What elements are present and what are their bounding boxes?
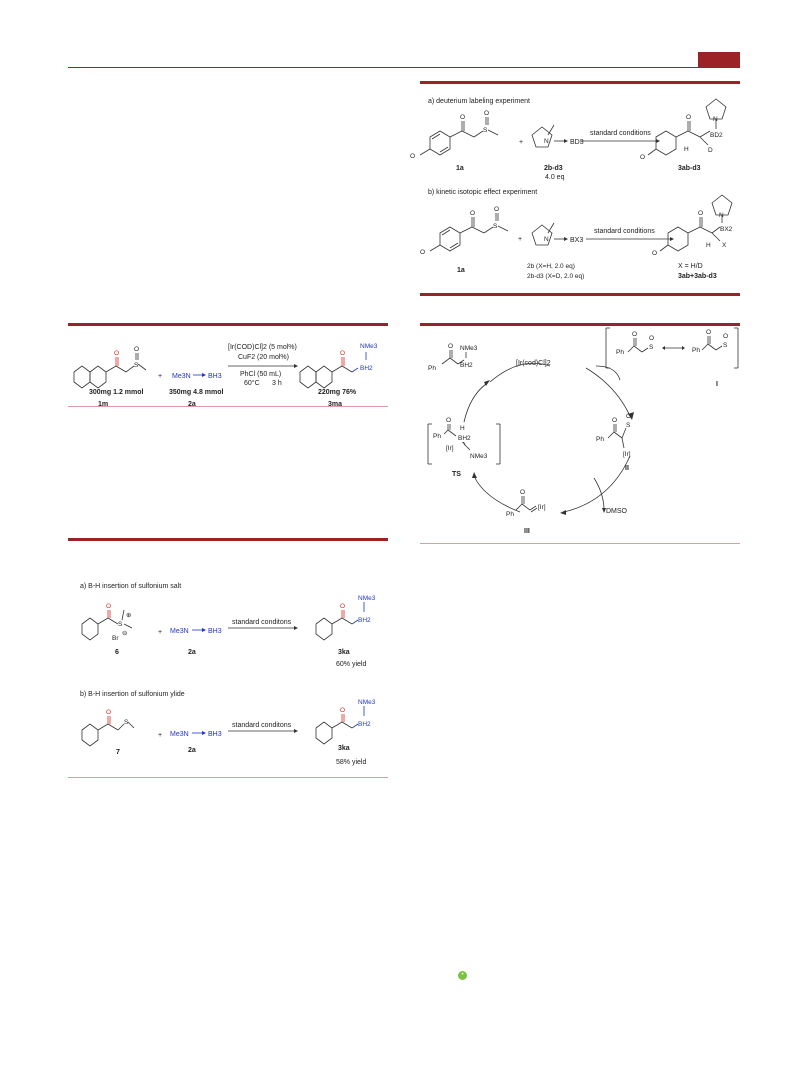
- deuterium-sub2-label: 2b-d3: [544, 165, 563, 172]
- kie-cond-label: standard conditions: [594, 228, 655, 235]
- svg-text:O: O: [698, 210, 704, 217]
- product-d-label: D: [708, 147, 713, 154]
- product-b-label: 3ka: [338, 745, 350, 752]
- svg-text:S: S: [493, 223, 498, 230]
- kie-reagent-structure: [532, 223, 568, 245]
- substrate-1m-structure: [74, 353, 146, 388]
- svg-text:O: O: [652, 250, 658, 257]
- svg-text:O: O: [446, 417, 452, 424]
- gram-amount-3: 220mg 76%: [318, 389, 357, 396]
- svg-text:O: O: [706, 329, 712, 336]
- gram-bh3-label: BH3: [208, 373, 222, 380]
- svg-text:S: S: [118, 621, 123, 628]
- compound-6-br: Br: [112, 635, 119, 642]
- cycle-label-II: II: [625, 465, 629, 472]
- svg-text:O: O: [134, 346, 140, 353]
- gram-sub1-label: 1m: [98, 401, 109, 408]
- gram-prod-bh2-label: BH2: [360, 365, 373, 372]
- gram-prod-label: 3ma: [328, 401, 343, 408]
- intermediate-II-structure: [608, 424, 626, 448]
- page-marker: •: [461, 972, 464, 978]
- cycle-catalyst-label: [Ir(cod)Cl]2: [516, 360, 551, 367]
- header-tab: [698, 52, 740, 67]
- kie-x-legend: X = H/D: [678, 263, 703, 270]
- scheme-deuterium-top-rule: [420, 81, 740, 84]
- ylide-amine-label: Me3N: [170, 731, 189, 738]
- gram-time-label: 3 h: [272, 380, 282, 387]
- gram-amount-1: 300mg 1.2 mmol: [89, 389, 144, 396]
- intermediate-II-ph: Ph: [596, 436, 604, 443]
- gram-cat-label: [Ir(COD)Cl]2 (5 mol%): [228, 344, 297, 351]
- cycle-label-TS: TS: [452, 471, 461, 478]
- svg-text:O: O: [494, 206, 500, 213]
- gram-sub2-label: 2a: [188, 401, 196, 408]
- product-3ma-structure: [300, 352, 366, 388]
- svg-text:O: O: [106, 709, 112, 716]
- gram-additive-label: CuF2 (20 mol%): [238, 354, 289, 361]
- kie-scheme: [420, 195, 750, 295]
- kie-bx2-label: BX2: [720, 226, 733, 233]
- svg-text:O: O: [612, 417, 618, 424]
- compound-7-label: 7: [116, 749, 120, 756]
- gram-amine-label: Me3N: [172, 373, 191, 380]
- intermediate-III-ir: [Ir]: [538, 504, 546, 511]
- reagent-2b-d3-structure: [532, 125, 568, 147]
- svg-text:O: O: [114, 350, 120, 357]
- intermediate-III-ph: Ph: [506, 511, 514, 518]
- salt-cond-label: standard conditons: [232, 619, 292, 626]
- scheme-sulfonium-top-rule: [68, 538, 388, 541]
- gram-amount-2: 350mg 4.8 mmol: [169, 389, 224, 396]
- compound-6-label: 6: [115, 649, 119, 656]
- cycle-product-nme3: NMe3: [460, 345, 478, 352]
- salt-amine-label: Me3N: [170, 628, 189, 635]
- svg-text:O: O: [340, 707, 346, 714]
- cycle-product-ph: Ph: [428, 365, 436, 372]
- svg-text:S: S: [649, 344, 654, 351]
- deuterium-product-label: 3ab-d3: [678, 165, 701, 172]
- svg-text:O: O: [460, 114, 466, 121]
- svg-text:⊕: ⊕: [126, 612, 132, 619]
- deuterium-heading: a) deuterium labeling experiment: [428, 98, 530, 105]
- deuterium-cond-label: standard conditions: [590, 130, 651, 137]
- ts-ph: Ph: [433, 433, 441, 440]
- header-rule: [68, 67, 740, 68]
- intermediate-I-ph-left: Ph: [616, 349, 624, 356]
- svg-text:O: O: [484, 110, 490, 117]
- cycle-dmso-label: DMSO: [606, 508, 627, 515]
- svg-text:S: S: [483, 127, 488, 134]
- cycle-label-III: III: [524, 528, 530, 535]
- intermediate-I-ph-right: Ph: [692, 347, 700, 354]
- salt-2a-label: 2a: [188, 649, 196, 656]
- green-circle-icon: [458, 971, 467, 980]
- product-bd2-label: BD2: [710, 132, 723, 139]
- svg-text:O: O: [723, 333, 729, 340]
- kie-sub1-label: 1a: [457, 267, 465, 274]
- svg-text:O: O: [448, 343, 454, 350]
- intermediate-I-structure: [628, 336, 722, 352]
- deuterium-eq-label: 4.0 eq: [545, 174, 565, 181]
- substrate-1a-structure: [420, 117, 498, 155]
- svg-text:O: O: [632, 331, 638, 338]
- kie-heading: b) kinetic isotopic effect experiment: [428, 189, 538, 196]
- kie-x-label: X: [722, 242, 727, 249]
- ts-ir: [Ir]: [446, 445, 454, 452]
- svg-text:N: N: [544, 236, 549, 243]
- svg-text:+: +: [158, 629, 163, 636]
- product-a-label: 3ka: [338, 649, 350, 656]
- svg-text:N: N: [544, 138, 549, 145]
- product-h-label: H: [684, 146, 689, 153]
- ts-bh2: BH2: [458, 435, 471, 442]
- svg-text:O: O: [410, 153, 416, 160]
- sulfonium-heading-b: b) B-H insertion of sulfonium ylide: [80, 691, 185, 698]
- svg-text:O: O: [420, 249, 426, 256]
- product-b-bh2: BH2: [358, 721, 371, 728]
- svg-text:O: O: [640, 154, 646, 161]
- product-b-nme3: NMe3: [358, 699, 376, 706]
- cycle-product-bh2: BH2: [460, 362, 473, 369]
- kie-sub2b-label: 2b-d3 (X=D, 2.0 eq): [527, 273, 585, 280]
- svg-text:S: S: [124, 719, 129, 726]
- kie-substrate-structure: [430, 213, 508, 251]
- svg-text:O: O: [649, 335, 655, 342]
- ylide-2a-label: 2a: [188, 747, 196, 754]
- svg-text:O: O: [340, 603, 346, 610]
- intermediate-III-structure: [516, 496, 537, 512]
- svg-text:N: N: [713, 116, 718, 123]
- svg-text:S: S: [134, 362, 139, 369]
- catalytic-cycle: [420, 326, 750, 546]
- svg-text:O: O: [686, 114, 692, 121]
- ylide-bh3-label: BH3: [208, 731, 222, 738]
- svg-text:⊖: ⊖: [122, 630, 128, 637]
- cycle-label-I: I: [716, 381, 718, 388]
- deuterium-sub1-label: 1a: [456, 165, 464, 172]
- product-a-nme3: NMe3: [358, 595, 376, 602]
- svg-text:O: O: [626, 413, 632, 420]
- gram-prod-nme3-label: NMe3: [360, 343, 378, 350]
- sulfonium-heading-a: a) B-H insertion of sulfonium salt: [80, 583, 182, 590]
- svg-text:+: +: [158, 732, 163, 739]
- svg-text:S: S: [723, 342, 728, 349]
- svg-text:S: S: [626, 422, 631, 429]
- svg-text:+: +: [519, 139, 524, 146]
- kie-sub2a-label: 2b (X=H, 2.0 eq): [527, 263, 575, 270]
- svg-text:O: O: [470, 210, 476, 217]
- svg-text:+: +: [158, 373, 163, 380]
- gram-solvent-label: PhCl (50 mL): [240, 371, 282, 378]
- product-a-bh2: BH2: [358, 617, 371, 624]
- svg-text:+: +: [518, 236, 523, 243]
- sulfonium-scheme: [68, 590, 398, 780]
- svg-text:O: O: [340, 350, 346, 357]
- deuterium-reagent-label: BD3: [570, 139, 584, 146]
- salt-bh3-label: BH3: [208, 628, 222, 635]
- kie-h-label: H: [706, 242, 711, 249]
- ylide-cond-label: standard conditons: [232, 722, 292, 729]
- ts-nme3: NMe3: [470, 453, 488, 460]
- ts-h: H: [460, 425, 465, 432]
- kie-reagent-label: BX3: [570, 237, 584, 244]
- product-a-yield: 60% yield: [336, 661, 367, 668]
- svg-text:N: N: [719, 212, 724, 219]
- intermediate-II-ir: [Ir]: [623, 451, 631, 458]
- product-b-yield: 58% yield: [336, 759, 367, 766]
- gram-temp-label: 60°C: [244, 380, 260, 387]
- svg-text:O: O: [106, 603, 112, 610]
- svg-text:O: O: [520, 489, 526, 496]
- kie-product-label: 3ab+3ab-d3: [678, 273, 717, 280]
